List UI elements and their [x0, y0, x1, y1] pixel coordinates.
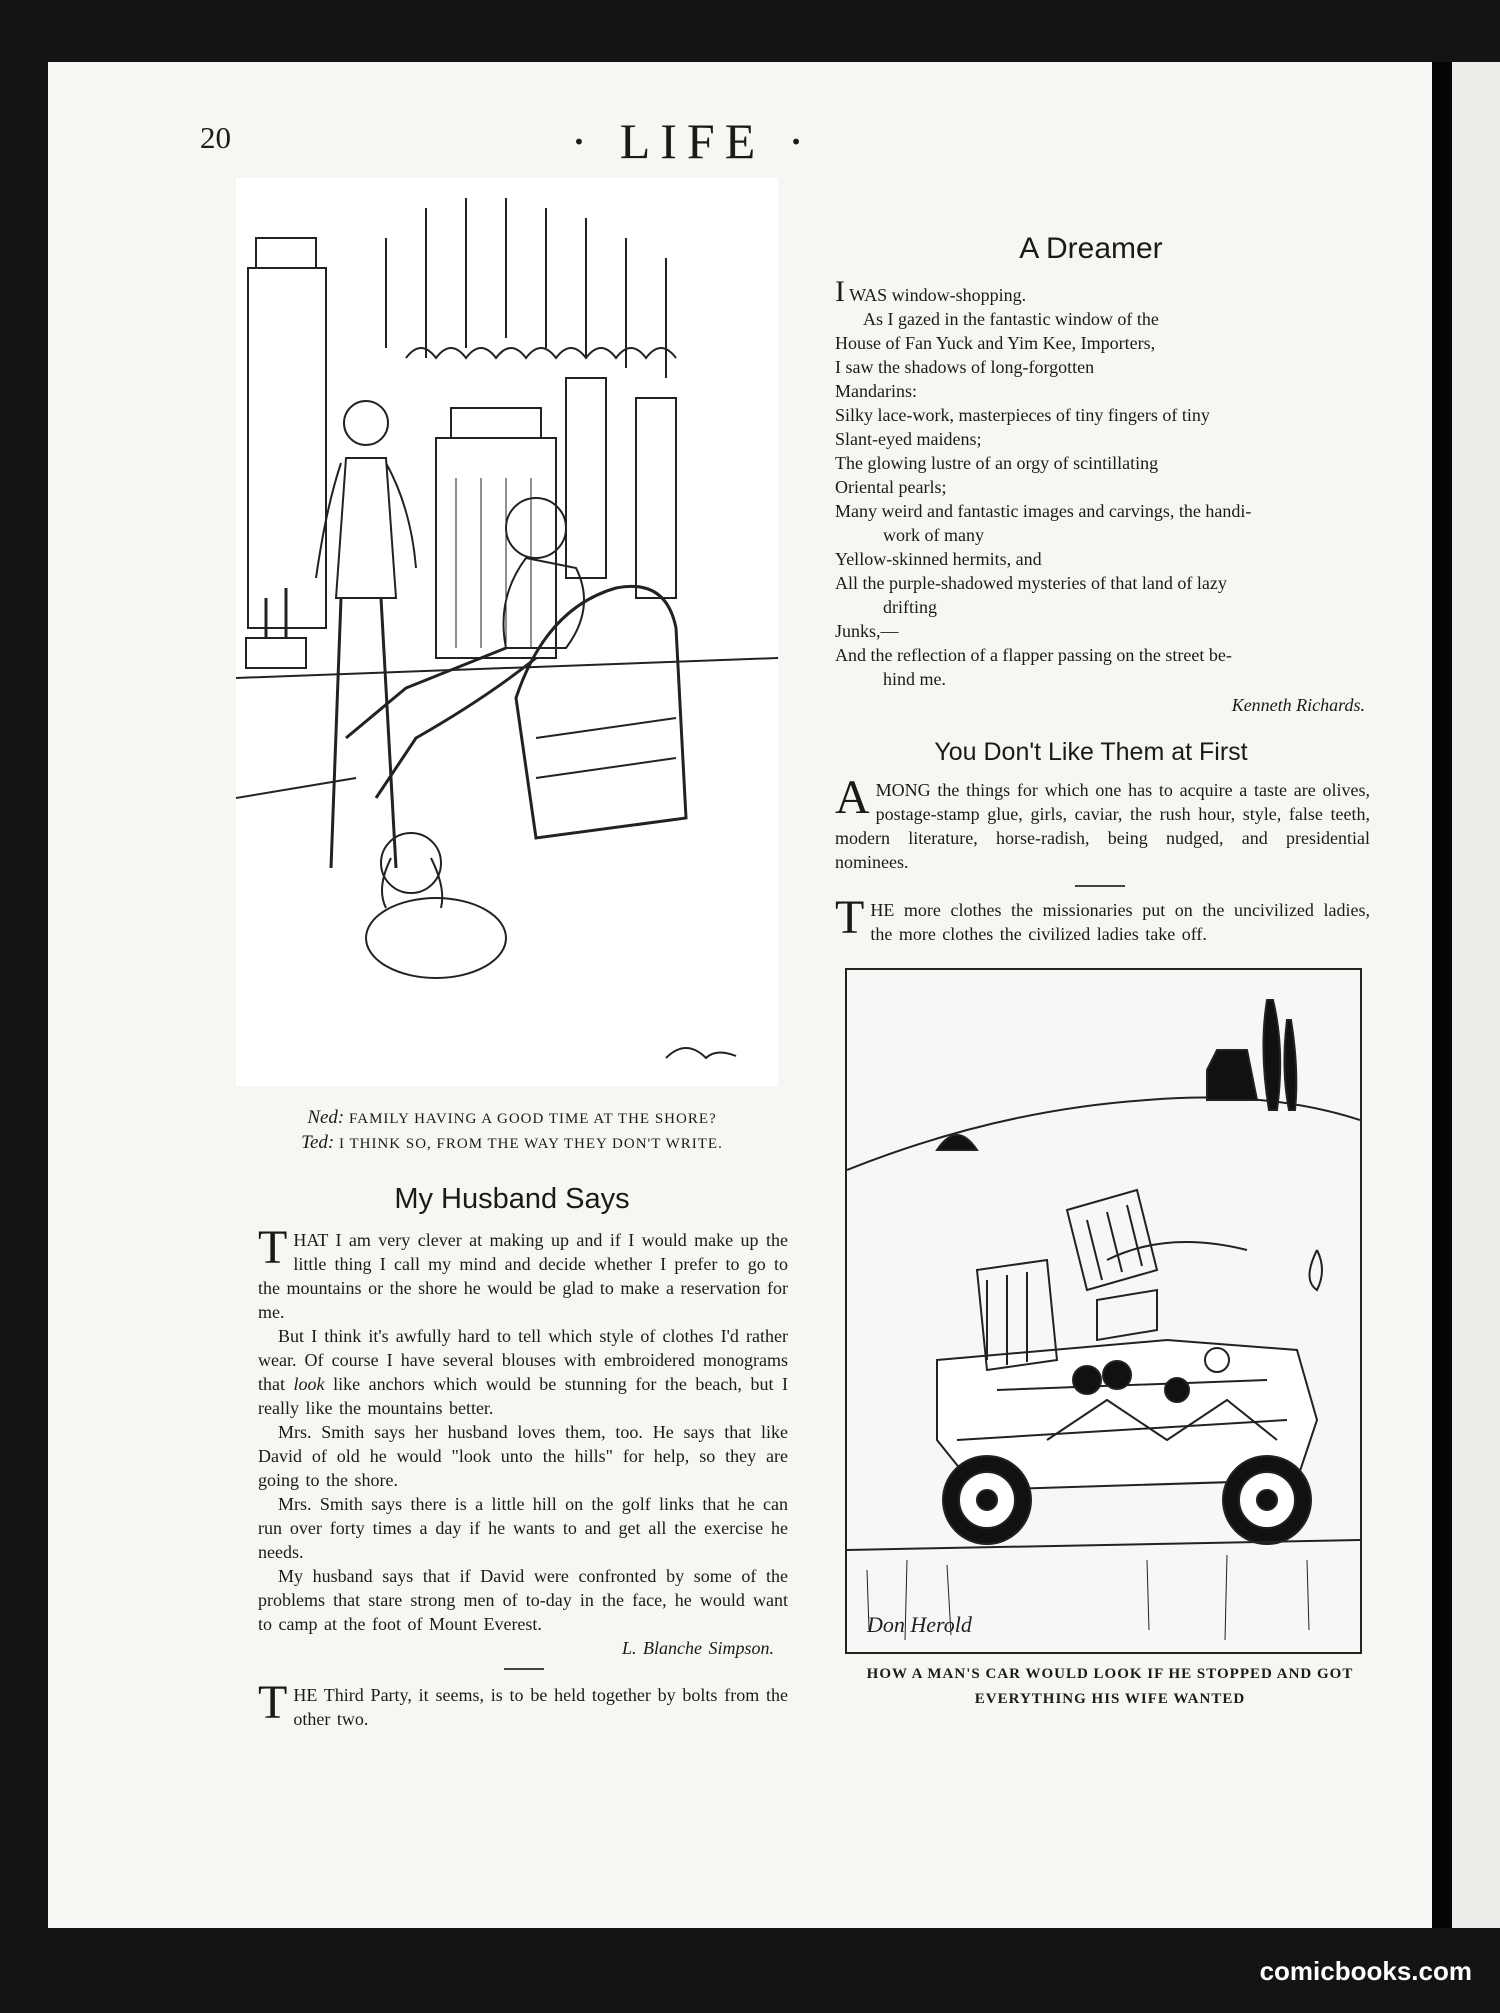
caption-line-2	[236, 1131, 788, 1156]
ill-drawing-2	[847, 970, 1360, 1652]
husband-paragraph-5: My husband says that if David were confronted by some of the problems that stare strong men of to-day in the face, he would want to camp at the foot of Mount Everest.	[258, 1566, 788, 1634]
poem-line: hind me.	[883, 669, 946, 689]
dropcap-a: A	[835, 771, 870, 824]
poem-line: And the reflection of a flapper passing on the street be-	[835, 645, 1232, 665]
facing-page-edge	[1452, 62, 1500, 1928]
ill-drawing-1	[236, 178, 778, 1086]
poem-line: Many weird and fantastic images and carvings, the handi-	[835, 501, 1252, 521]
husband-paragraph-4: Mrs. Smith says there is a little hill on the golf links that he can run over forty times a day if he wants to and get all the exercise he needs.	[258, 1494, 788, 1562]
poem-line: As I gazed in the fantastic window of the	[863, 309, 1159, 329]
cartoon-signature: Don Herold	[867, 1612, 972, 1637]
paragraph-missionaries: THE more clothes the missionaries put on the uncivilized ladies, the more clothes the civilized ladies take off.	[835, 891, 1370, 944]
speaker-ned: Ned:	[307, 1107, 345, 1128]
title-my-husband-says: My Husband Says	[394, 1183, 630, 1215]
poem-line: Silky lace-work, masterpieces of tiny fingers of tiny	[835, 405, 1210, 425]
ted-line: I THINK SO, FROM THE WAY THEY DON'T WRITE.	[338, 1136, 723, 1152]
husband-paragraph-2: But I think it's awfully hard to tell which style of clothes I'd rather wear. Of course I have several blouses with embroidered monograms that look like anchors which would be stunning for the beach, but I really like the mountains better.	[258, 1326, 788, 1418]
poem-line: work of many	[883, 525, 984, 545]
title-you-dont-like-them: You Don't Like Them at First	[934, 738, 1248, 766]
divider-rule	[1075, 885, 1125, 887]
speaker-ted: Ted:	[301, 1132, 335, 1153]
poem-line: Yellow-skinned hermits, and	[835, 549, 1042, 569]
husband-paragraph-3: Mrs. Smith says her husband loves them, too. He says that like David of old he would "look unto the hills" for help, so they are going to the shore.	[258, 1422, 788, 1490]
page-number: 20	[200, 120, 231, 155]
dropcap-t-third: T	[258, 1676, 288, 1729]
paragraph-third-party: THE Third Party, it seems, is to be held together by bolts from the other two.	[258, 1676, 788, 1729]
poem-line: I saw the shadows of long-forgotten	[835, 357, 1095, 377]
poem-line: Junks,—	[835, 621, 899, 641]
masthead: · LIFE ·	[570, 113, 815, 169]
divider-rule-2	[504, 1668, 544, 1670]
dropcap-t: T	[835, 891, 865, 944]
poem-line: drifting	[883, 597, 937, 617]
caption-line-1	[236, 1106, 788, 1131]
husband-paragraph-1: THAT I am very clever at making up and if I would make up the little thing I call my mind and decide whether I prefer to go to the mountains or the shore he would be glad to make a reservation for me.	[258, 1221, 788, 1322]
poem-line: Slant-eyed maidens;	[835, 429, 982, 449]
poem-line: Oriental pearls;	[835, 477, 947, 497]
poem-line: Mandarins:	[835, 381, 917, 401]
poem-line: The glowing lustre of an orgy of scintillating	[835, 453, 1159, 473]
byline-blanche-simpson: L. Blanche Simpson.	[622, 1638, 774, 1658]
article-my-husband-says	[258, 1221, 788, 1660]
poem-line-first: I WAS window-shopping.	[835, 275, 1027, 308]
poem-a-dreamer	[835, 275, 1375, 717]
site-watermark: comicbooks.com	[1259, 1956, 1472, 1986]
paragraph-dont-like: AMONG the things for which one has to acquire a taste are olives, postage-stamp glue, girls, caviar, the rush hour, style, false teeth, modern literature, horse-radish, being nudged, and presidential nominees.	[835, 771, 1370, 872]
ned-line: FAMILY HAVING A GOOD TIME AT THE SHORE?	[349, 1111, 717, 1127]
byline-kenneth-richards: Kenneth Richards.	[1231, 695, 1365, 715]
dropcap-t-husband: T	[258, 1221, 288, 1274]
title-a-dreamer: A Dreamer	[1019, 232, 1163, 265]
illustration-ned-and-ted	[236, 178, 778, 1086]
poem-line: All the purple-shadowed mysteries of that land of lazy	[835, 573, 1227, 593]
poem-line: House of Fan Yuck and Yim Kee, Importers,	[835, 333, 1156, 353]
cartoon-caption-ned-ted	[236, 1106, 788, 1156]
dropcap-i: I	[835, 275, 845, 308]
cartoon-caption-car: HOW A MAN'S CAR WOULD LOOK IF HE STOPPED AND GOT EVERYTHING HIS WIFE WANTED	[866, 1666, 1354, 1707]
illustration-overloaded-car	[845, 968, 1362, 1654]
